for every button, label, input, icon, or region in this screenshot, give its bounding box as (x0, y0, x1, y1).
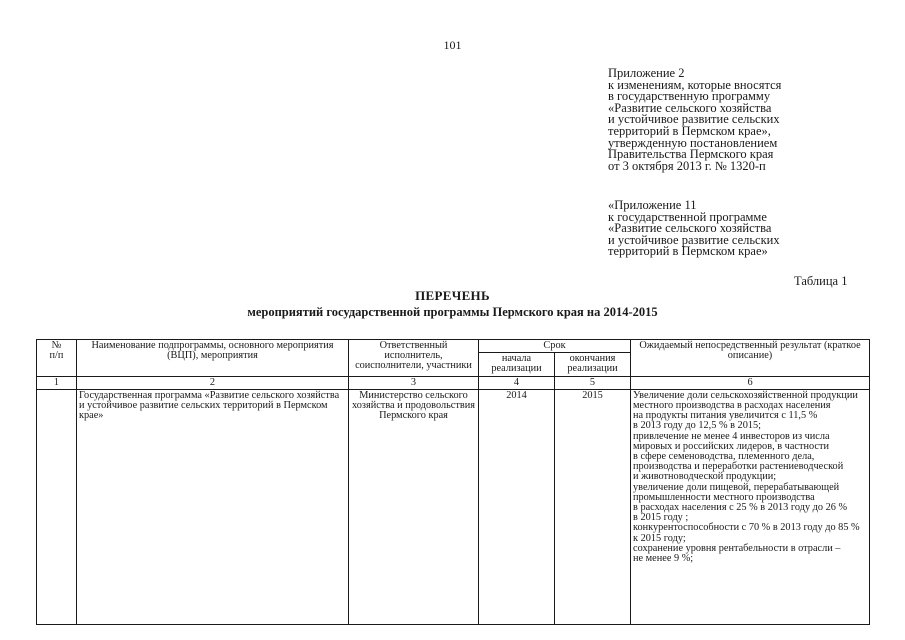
header-result: Ожидаемый непосредственный результат (краткое описание) (631, 340, 870, 377)
row-result: Увеличение доли сельскохозяйственной продукции местного производства в расходах населения на продукты питания увеличится с 11,5 % в 2013 году до 12,5 % в 2015; привлечение не менее 4 инвесторов из числа мировых и российских лидеров, в частности в сфере семеноводства, племенного дела, производства и переработки растениеводческой и животноводческой продукции; увеличение доли пищевой, перерабатывающей промышленности местного производства в расходах населения с 25 % в 2013 году до 26 % в 2015 году ; конкурентоспособности с 70 % в 2013 году до 85 % к 2015 году; сохранение уровня рентабельности в отрасли – не менее 9 %; (631, 389, 870, 624)
row-responsible: Министерство сельского хозяйства и продовольствия Пермского края (349, 389, 479, 624)
column-number: 3 (349, 376, 479, 389)
table-row (37, 389, 870, 624)
document-title: ПЕРЕЧЕНЬ (415, 288, 490, 303)
row-num (37, 389, 77, 624)
measures-table (36, 339, 870, 625)
header-num: № п/п (37, 340, 77, 377)
row-start: 2014 (479, 389, 555, 624)
column-number: 5 (555, 376, 631, 389)
header-term-start: начала реализации (479, 353, 555, 376)
column-number: 1 (37, 376, 77, 389)
table-header-row (37, 340, 870, 353)
column-number: 2 (77, 376, 349, 389)
header-term-end: окончания реализации (555, 353, 631, 376)
header-term: Срок (479, 340, 631, 353)
appendix-11-header: «Приложение 11 к государственной программе «Развитие сельского хозяйства и устойчивое развитие сельских территорий в Пермском крае» (608, 198, 780, 259)
page-number: 101 (443, 38, 462, 52)
header-name: Наименование подпрограммы, основного мероприятия (ВЦП), мероприятия (77, 340, 349, 377)
header-responsible: Ответственный исполнитель, соисполнители, участники (349, 340, 479, 377)
document-subtitle: мероприятий государственной программы Пермского края на 2014-2015 (247, 305, 658, 319)
column-number: 4 (479, 376, 555, 389)
row-end: 2015 (555, 389, 631, 624)
appendix-2-header: Приложение 2 к изменениям, которые вносятся в государственную программу «Развитие сельского хозяйства и устойчивое развитие сельских территорий в Пермском крае», утвержденную постановлением Правительства Пермского края от 3 октября 2013 г. № 1320-п (608, 66, 782, 173)
table-label: Таблица 1 (794, 274, 848, 288)
column-number-row (37, 376, 870, 389)
row-name: Государственная программа «Развитие сельского хозяйства и устойчивое развитие сельских территорий в Пермском крае» (77, 389, 349, 624)
column-number: 6 (631, 376, 870, 389)
